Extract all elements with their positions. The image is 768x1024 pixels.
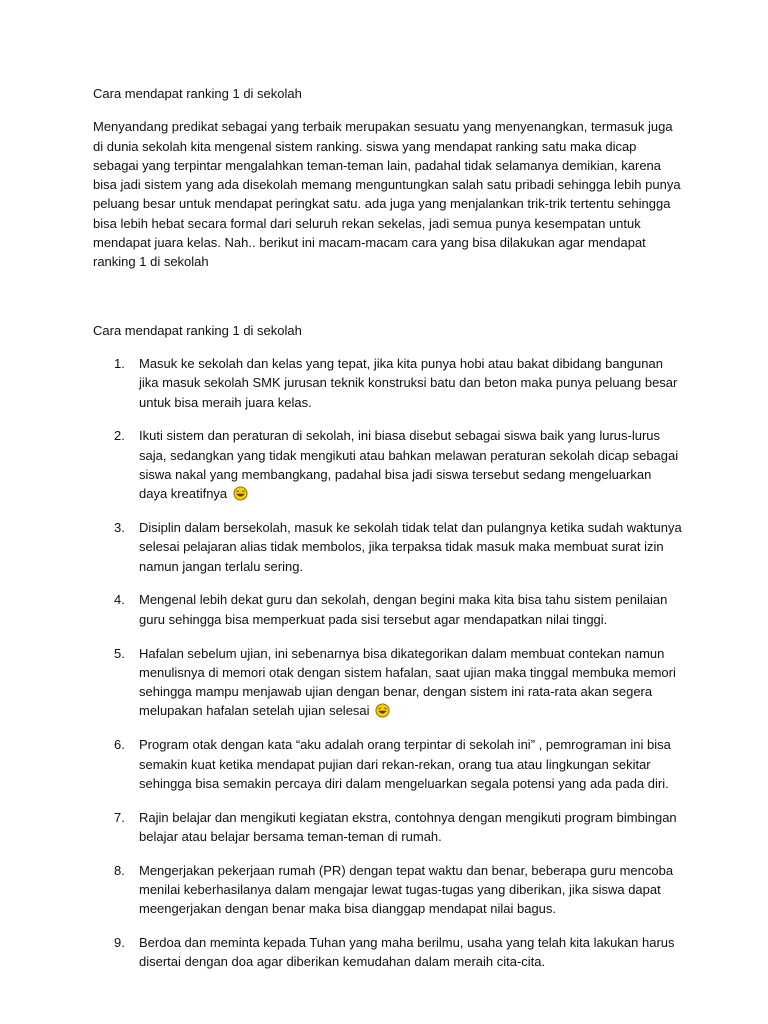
list-item-text: Berdoa dan meminta kepada Tuhan yang maha berilmu, usaha yang telah kita lakukan harus disertai dengan doa agar diberikan kemudahan dalam meraih cita-cita. — [139, 935, 675, 970]
laughing-face-icon — [375, 703, 390, 718]
list-item-text: Disiplin dalam bersekolah, masuk ke sekolah tidak telat dan pulangnya ketika sudah waktunya selesai pelajaran alias tidak membolos, jika terpaksa tidak masuk maka membuat surat izin namun jangan terlalu sering. — [139, 520, 682, 574]
list-item-text: Ikuti sistem dan peraturan di sekolah, ini biasa disebut sebagai siswa baik yang lurus-lurus saja, sedangkan yang tidak mengikuti atau bahkan melawan peraturan sekolah dicap sebagai siswa nakal yang membangkang, padahal bisa jadi siswa tersebut sedang mengeluarkan daya kreatifnya — [139, 428, 679, 502]
list-item-text: Hafalan sebelum ujian, ini sebenarnya bisa dikategorikan dalam membuat contekan namun menulisnya di memori otak dengan sistem hafalan, saat ujian maka tinggal membuka memori sehingga mampu menjawab ujian dengan benar, dengan sistem ini rata-rata akan segera melupakan hafalan setelah ujian selesai — [139, 645, 676, 719]
list-item-text: Mengenal lebih dekat guru dan sekolah, dengan begini maka kita bisa tahu sistem penilaian guru sehingga bisa memperkuat pada sisi tersebut agar mendapatkan nilai tinggi. — [139, 592, 668, 627]
list-item-text: Masuk ke sekolah dan kelas yang tepat, jika kita punya hobi atau bakat dibidang bangunan jika masuk sekolah SMK jurusan teknik konstruksi batu dan beton maka punya peluang besar untuk bisa meraih juara kelas. — [139, 355, 678, 410]
list-item-number: 8. — [114, 862, 125, 878]
list-item-number: 6. — [114, 737, 125, 753]
list-item-number: 5. — [114, 645, 125, 661]
list-item — [93, 735, 683, 793]
list-item-text: Mengerjakan pekerjaan rumah (PR) dengan tepat waktu dan benar, beberapa guru mencoba menilai keberhasilanya dalam mengajar lewat tugas-tugas yang diberikan, jika siswa dapat meengerjakan dengan benar maka bisa dianggap mendapat nilai bagus. — [139, 862, 674, 917]
list-item-number: 7. — [114, 809, 125, 825]
list-item-text: Program otak dengan kata “aku adalah orang terpintar di sekolah ini” , pemrograman ini bisa semakin kuat ketika mendapat pujian dari rekan-rekan, orang tua atau lingkungan sekitar sehingga bisa semakin percaya diri dalam mengeluarkan segala potensi yang ada pada diri. — [139, 737, 671, 791]
list-item — [93, 354, 683, 412]
list-item-number: 1. — [114, 355, 125, 371]
list-item — [93, 861, 683, 919]
list-item-number: 2. — [114, 428, 125, 444]
intro-paragraph: Menyandang predikat sebagai yang terbaik merupakan sesuatu yang menyenangkan, termasuk juga di dunia sekolah kita mengenal sistem ranking. siswa yang mendapat ranking satu maka dicap sebagai yang terpintar mengalahkan teman-teman lain, padahal tidak selamanya demikian, karena bisa jadi sistem yang ada disekolah memang menguntungkan salah satu pribadi sehingga lebih punya peluang besar untuk mendapat peringkat satu. ada juga yang menjalankan trik-trik tertentu sehingga bisa lebih hebat secara formal dari seluruh rekan sekelas, jadi semua punya kesempatan untuk mendapat juara kelas. Nah.. berikut ini macam-macam cara yang bisa dilakukan agar mendapat ranking 1 di sekolah — [93, 119, 681, 270]
laughing-face-icon — [233, 486, 248, 501]
list-item-text: Rajin belajar dan mengikuti kegiatan ekstra, contohnya dengan mengikuti program bimbingan belajar atau belajar bersama teman-teman di rumah. — [139, 809, 677, 844]
tips-list — [93, 354, 683, 972]
list-item — [93, 590, 683, 629]
list-item-number: 4. — [114, 592, 125, 608]
list-item — [93, 933, 683, 972]
document-content — [93, 84, 683, 986]
list-item — [93, 644, 683, 721]
list-item-number: 3. — [114, 520, 125, 536]
list-heading: Cara mendapat ranking 1 di sekolah — [93, 322, 302, 338]
list-item — [93, 808, 683, 847]
list-item-number: 9. — [114, 935, 125, 951]
list-item — [93, 518, 683, 576]
document-title: Cara mendapat ranking 1 di sekolah — [93, 86, 302, 101]
list-item — [93, 426, 683, 503]
